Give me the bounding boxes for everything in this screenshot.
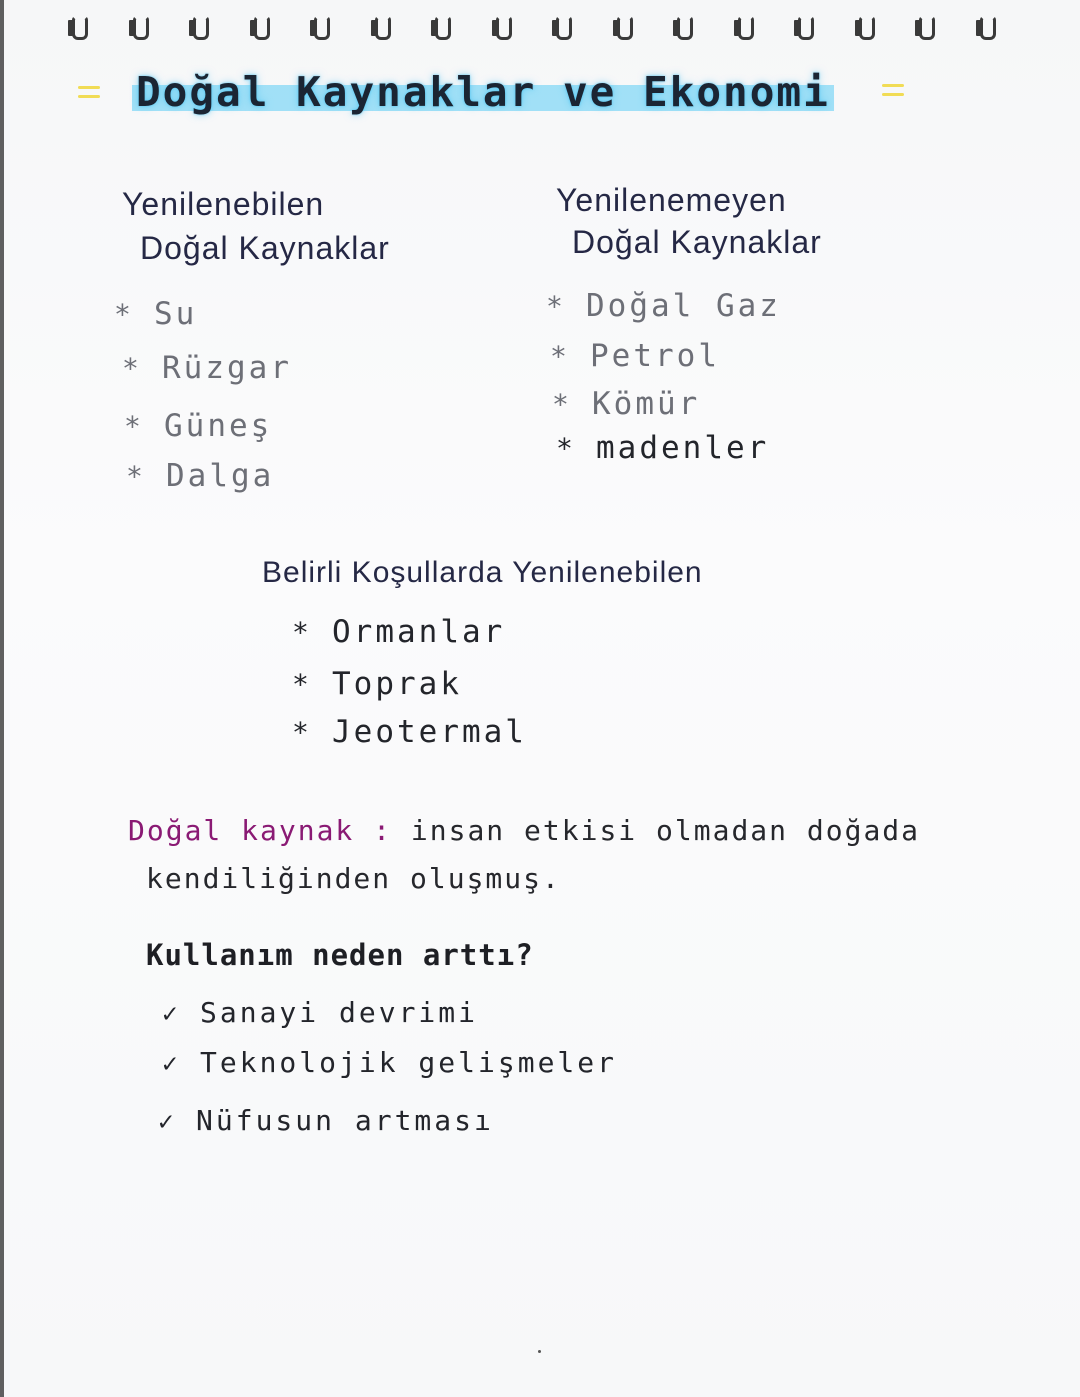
star-bullet-icon: * [546, 290, 566, 323]
spiral-binding-icon [613, 14, 637, 38]
star-bullet-icon: * [126, 460, 146, 493]
nonrenewable-item: * Doğal Gaz [546, 288, 781, 324]
spiral-binding-icon [129, 14, 153, 38]
star-bullet-icon: * [122, 352, 142, 385]
star-bullet-icon: * [556, 432, 576, 465]
star-bullet-icon: * [114, 298, 134, 331]
renewable-item: * Rüzgar [122, 350, 292, 386]
title-decoration-left-icon [78, 86, 100, 104]
spiral-binding-icon [552, 14, 576, 38]
check-mark-icon: ✓ [162, 1049, 181, 1079]
title-decoration-right-icon [882, 84, 904, 102]
spiral-binding-icon [189, 14, 213, 38]
renewable-item: * Su [114, 296, 198, 332]
answer-item: ✓ Sanayi devrimi [162, 996, 479, 1029]
conditional-heading: Belirli Koşullarda Yenilenebilen [262, 556, 703, 589]
spiral-binding-icon [794, 14, 818, 38]
renewable-heading-line1: Yenilenebilen [122, 186, 325, 222]
star-bullet-icon: * [292, 668, 312, 701]
spiral-binding [60, 10, 1040, 44]
star-bullet-icon: * [552, 388, 572, 421]
nonrenewable-heading-line2: Doğal Kaynaklar [572, 224, 822, 260]
star-bullet-icon: * [292, 716, 312, 749]
nonrenewable-item: * Petrol [550, 338, 720, 374]
conditional-item: * Ormanlar [292, 614, 506, 650]
nonrenewable-item: * Kömür [552, 386, 701, 422]
nonrenewable-heading-line1: Yenilenemeyen [556, 182, 787, 218]
star-bullet-icon: * [550, 340, 570, 373]
definition-line1: Doğal kaynak : insan etkisi olmadan doğada [128, 814, 921, 847]
check-mark-icon: ✓ [158, 1107, 177, 1137]
answer-item: ✓ Nüfusun artması [158, 1104, 494, 1137]
paper-speck [538, 1350, 541, 1353]
renewable-item: * Dalga [126, 458, 275, 494]
spiral-binding-icon [976, 14, 1000, 38]
spiral-binding-icon [310, 14, 334, 38]
spiral-binding-icon [68, 14, 92, 38]
spiral-binding-icon [250, 14, 274, 38]
nonrenewable-item: * madenler [556, 430, 770, 466]
spiral-binding-icon [915, 14, 939, 38]
spiral-binding-icon [673, 14, 697, 38]
star-bullet-icon: * [292, 616, 312, 649]
spiral-binding-icon [371, 14, 395, 38]
spiral-binding-icon [492, 14, 516, 38]
answer-item: ✓ Teknolojik gelişmeler [162, 1046, 618, 1079]
check-mark-icon: ✓ [162, 999, 181, 1029]
spiral-binding-icon [734, 14, 758, 38]
usage-question: Kullanım neden arttı? [146, 938, 534, 972]
conditional-item: * Toprak [292, 666, 462, 702]
conditional-item: * Jeotermal [292, 714, 527, 750]
page-edge [0, 0, 4, 1397]
renewable-heading-line2: Doğal Kaynaklar [140, 230, 390, 266]
definition-line2: kendiliğinden oluşmuş. [146, 862, 561, 895]
star-bullet-icon: * [124, 410, 144, 443]
renewable-item: * Güneş [124, 408, 273, 444]
spiral-binding-icon [431, 14, 455, 38]
definition-term: Doğal kaynak : [128, 814, 393, 847]
page-title: Doğal Kaynaklar ve Ekonomi [132, 68, 834, 116]
spiral-binding-icon [855, 14, 879, 38]
